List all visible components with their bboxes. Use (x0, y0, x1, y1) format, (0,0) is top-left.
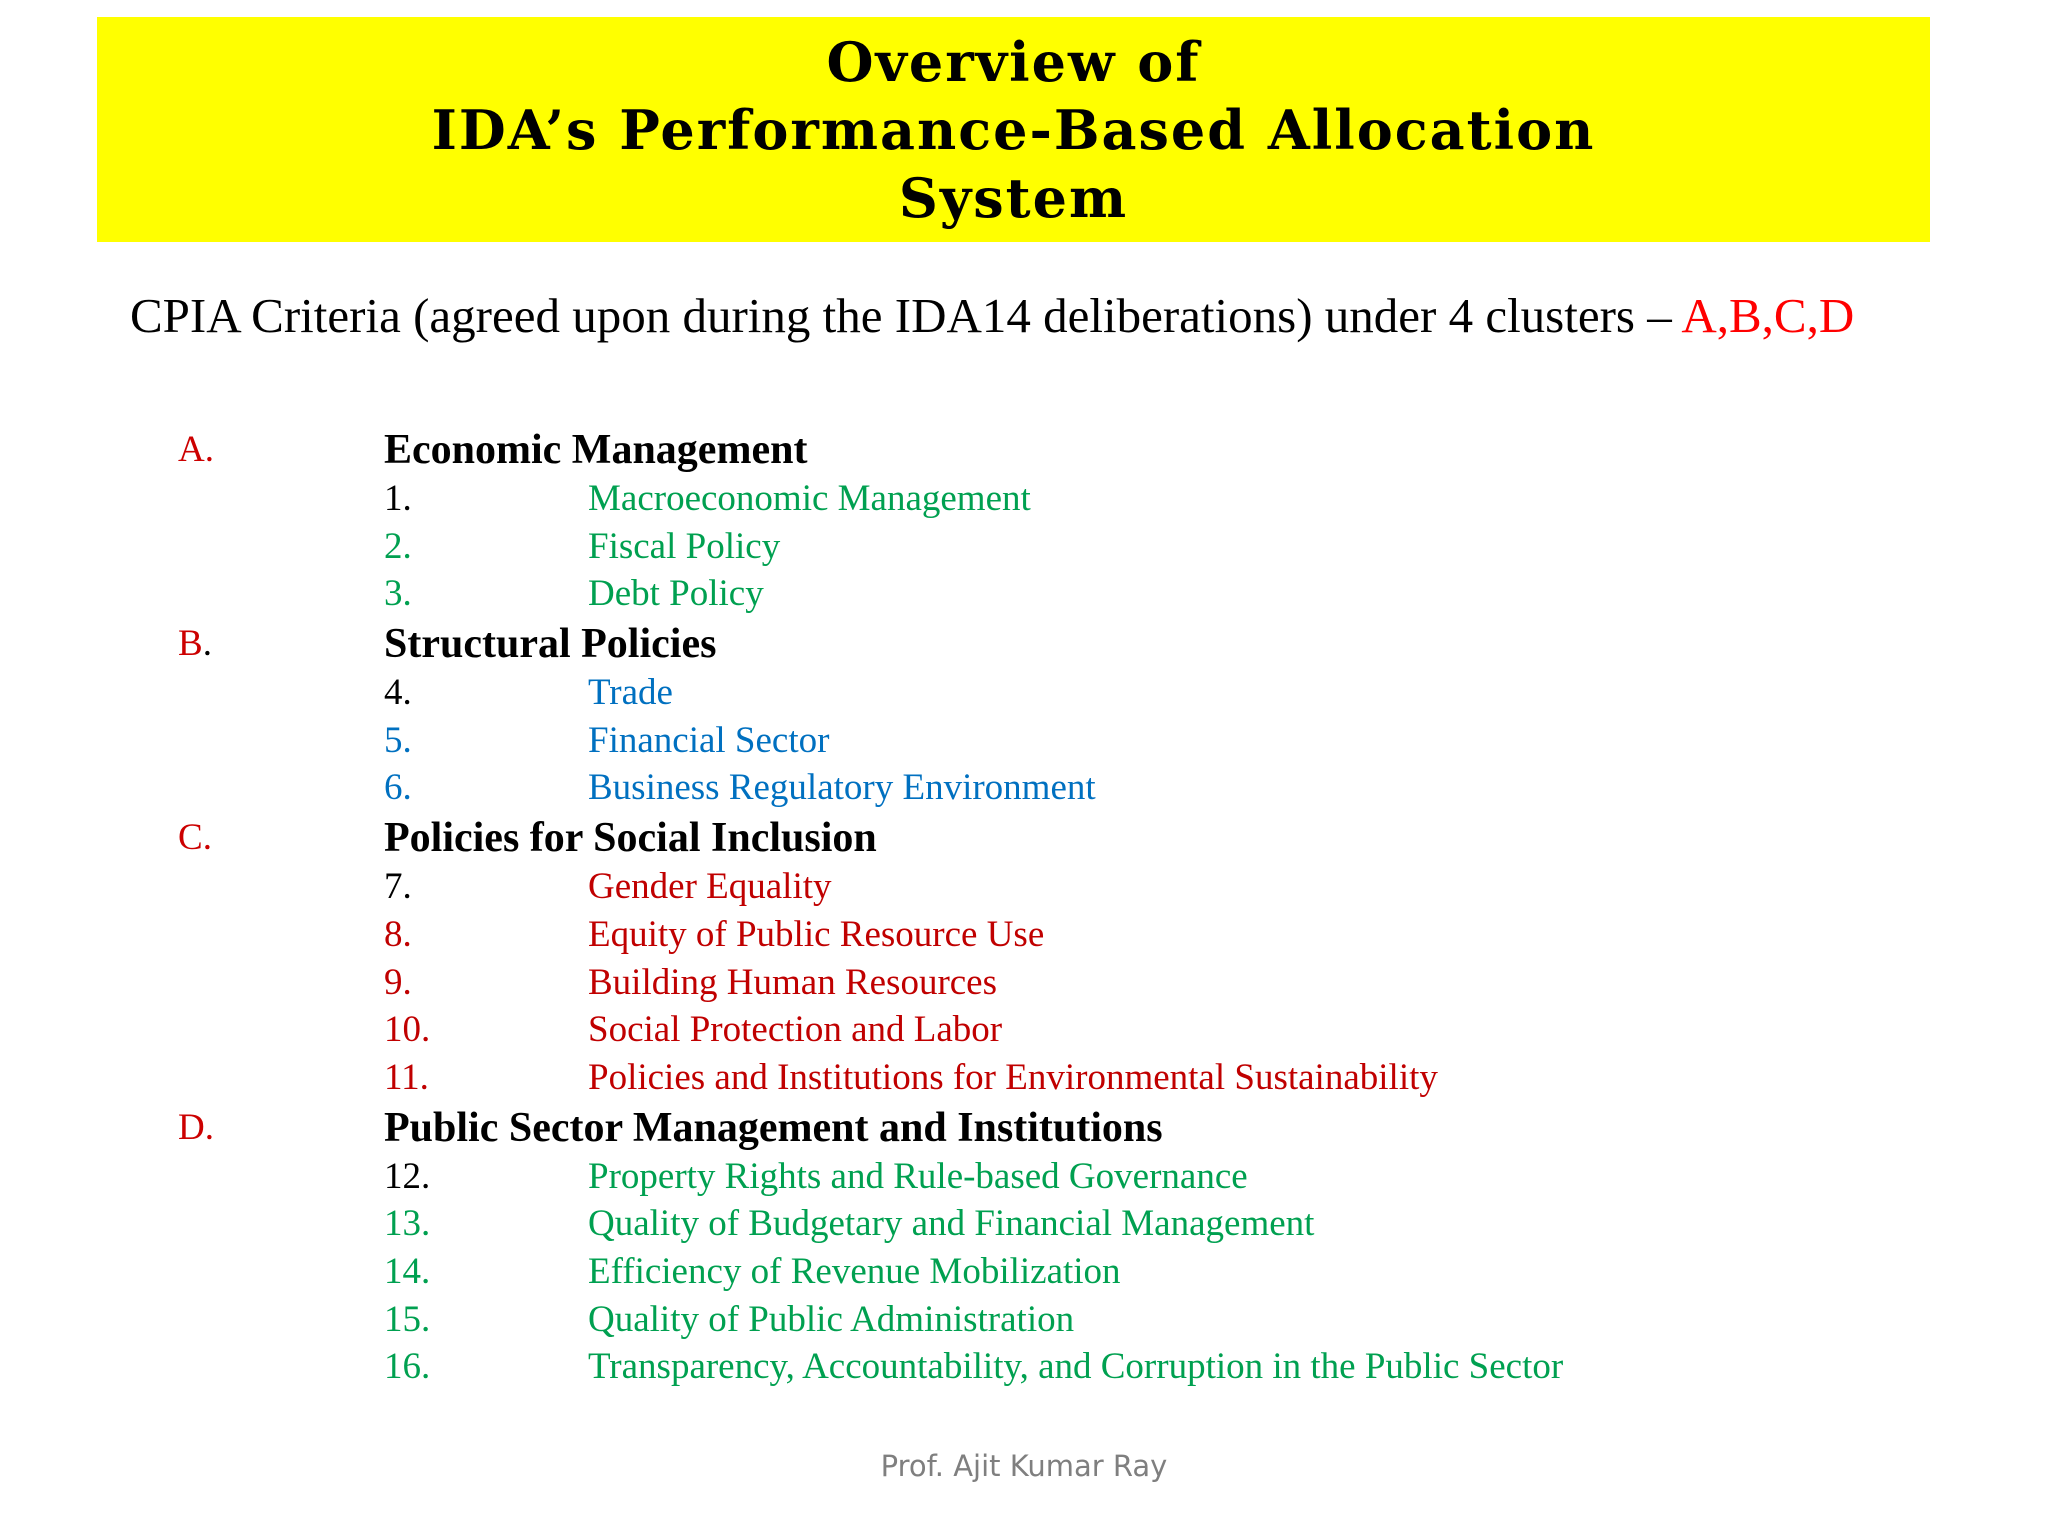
cluster-heading-d (0, 1103, 2048, 1154)
criterion-item (0, 1055, 2048, 1103)
cluster-heading-c (0, 813, 2048, 864)
cluster-name: Public Sector Management and Institutions (384, 1104, 1163, 1151)
criterion-label: Quality of Public Administration (588, 1298, 1075, 1340)
criterion-item (0, 718, 2048, 766)
criterion-number: 16. (384, 1346, 431, 1388)
criterion-item (0, 670, 2048, 718)
criterion-number: 4. (384, 672, 412, 714)
criterion-number: 3. (384, 573, 412, 615)
subtitle-text: CPIA Criteria (agreed upon during the IDA14 deliberations) under 4 clusters – (130, 288, 1682, 343)
criterion-label: Efficiency of Revenue Mobilization (588, 1250, 1121, 1292)
title-line-2: IDA’s Performance-Based Allocation (431, 97, 1596, 162)
criterion-item (0, 864, 2048, 912)
cluster-heading-a (0, 425, 2048, 476)
criterion-label: Business Regulatory Environment (588, 767, 1096, 809)
criterion-item (0, 765, 2048, 813)
criterion-item (0, 912, 2048, 960)
criterion-number: 5. (384, 719, 412, 761)
criterion-label: Building Human Resources (588, 961, 998, 1003)
criterion-item (0, 960, 2048, 1008)
criterion-item (0, 1007, 2048, 1055)
criterion-number: 11. (384, 1056, 429, 1098)
criterion-label: Fiscal Policy (588, 525, 781, 567)
criterion-label: Policies and Institutions for Environmental Sustainability (588, 1056, 1438, 1098)
cluster-letter: A. (178, 429, 214, 470)
cluster-letter: D. (178, 1106, 214, 1148)
criterion-number: 7. (384, 866, 412, 908)
criterion-number: 2. (384, 525, 412, 567)
title-line-3: System (898, 165, 1129, 230)
criterion-number: 15. (384, 1298, 431, 1340)
criterion-number: 1. (384, 478, 412, 519)
cluster-heading-b (0, 619, 2048, 670)
title-banner (97, 17, 1930, 242)
criterion-label: Quality of Budgetary and Financial Management (588, 1203, 1315, 1245)
criterion-label: Property Rights and Rule-based Governance (588, 1155, 1248, 1197)
subtitle (130, 286, 1854, 346)
criterion-label: Transparency, Accountability, and Corruption in the Public Sector (588, 1346, 1564, 1388)
cluster-name: Policies for Social Inclusion (384, 815, 877, 862)
criterion-label: Macroeconomic Management (588, 478, 1031, 519)
criterion-number: 14. (384, 1250, 431, 1292)
criterion-item (0, 1154, 2048, 1202)
cluster-name: Structural Policies (384, 621, 717, 668)
criterion-number: 9. (384, 961, 412, 1003)
criterion-label: Financial Sector (588, 719, 830, 761)
criterion-item (0, 1201, 2048, 1249)
title-line-1: Overview of (826, 29, 1201, 94)
criterion-number: 8. (384, 913, 412, 955)
subtitle-clusters: A,B,C,D (1681, 288, 1855, 343)
criterion-number: 10. (384, 1009, 431, 1051)
criterion-label: Trade (588, 672, 673, 714)
criterion-item (0, 524, 2048, 572)
cluster-letter: B. (178, 623, 212, 665)
cluster-letter: C. (178, 817, 212, 859)
criterion-item (0, 1249, 2048, 1297)
footer-author: Prof. Ajit Kumar Ray (880, 1449, 1168, 1483)
criterion-number: 13. (384, 1203, 431, 1245)
criterion-number: 6. (384, 767, 412, 809)
criteria-list (0, 425, 2048, 1392)
criterion-number: 12. (384, 1155, 431, 1197)
criterion-item (0, 571, 2048, 619)
criterion-label: Debt Policy (588, 573, 764, 615)
criterion-item (0, 476, 2048, 524)
cluster-name: Economic Management (384, 427, 808, 473)
criterion-label: Gender Equality (588, 866, 832, 908)
criterion-label: Social Protection and Labor (588, 1009, 1003, 1051)
criterion-item (0, 1344, 2048, 1392)
criterion-label: Equity of Public Resource Use (588, 913, 1045, 955)
criterion-item (0, 1297, 2048, 1345)
